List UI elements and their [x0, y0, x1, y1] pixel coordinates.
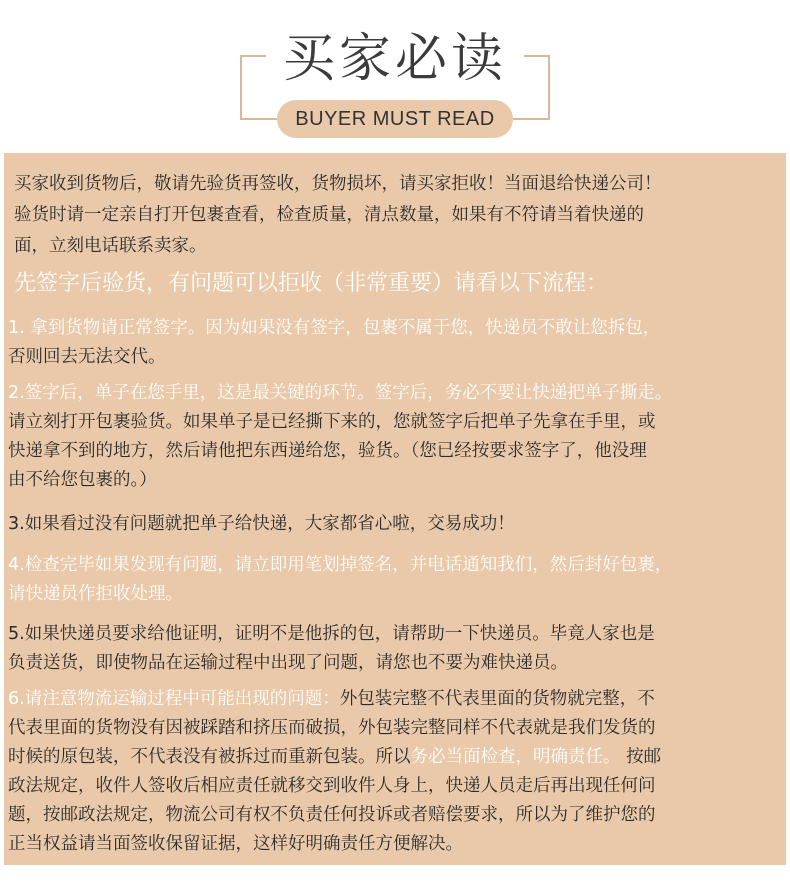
header — [0, 0, 790, 150]
step-6-line-1 — [8, 684, 790, 715]
step-6-line-4: 政法规定，收件人签收后相应责任就移交到收件人身上，快递人员走后再出现任何问 — [8, 776, 656, 796]
notice-panel — [4, 153, 786, 865]
step-2-line-2: 请立刻打开包裹验货。如果单子是已经撕下来的，您就签字后把单子先拿在手里，或 — [8, 412, 656, 432]
step-5-line-1: 5.如果快递员要求给他证明，证明不是他拆的包，请帮助一下快递员。毕竟人家也是 — [8, 624, 655, 644]
intro-line-2: 验货时请一定亲自打开包裹查看，检查质量，清点数量，如果有不符请当着快递的 — [14, 205, 644, 225]
step-4-line-1: 4.检查完毕如果发现有问题，请立即用笔划掉签名，并电话通知我们，然后封好包裹， — [8, 555, 673, 575]
step-1-line-1: 1. 拿到货物请正常签字。因为如果没有签字，包裹不属于您，快递员不敢让您拆包， — [8, 318, 661, 338]
step-2-line-3: 快递拿不到的地方，然后请他把东西递给您，验货。（您已经按要求签字了，他没理 — [8, 441, 647, 461]
step-6-line-3 — [8, 742, 790, 773]
subtitle-badge — [277, 100, 513, 138]
process-headline: 先签字后验货，有问题可以拒收（非常重要）请看以下流程： — [14, 271, 609, 296]
step-6-line-1-rest: 外包装完整不代表里面的货物就完整，不 — [339, 689, 655, 709]
step-6-line-3-c: 按邮 — [626, 747, 662, 767]
step-6-line-3-a: 时候的原包装，不代表没有被拆过而重新包装。所以 — [8, 747, 411, 767]
subtitle-text: BUYER MUST READ — [295, 107, 495, 130]
intro-line-3: 面，立刻电话联系卖家。 — [14, 236, 207, 256]
step-6-line-5: 题，按邮政法规定，物流公司有权不负责任何投诉或者赔偿要求，所以为了维护您的 — [8, 805, 656, 825]
step-5-line-2: 负责送货，即使物品在运输过程中出现了问题，请您也不要为难快递员。 — [8, 653, 568, 673]
frame-line-left-bottom — [240, 118, 277, 120]
step-6-lead: 6.请注意物流运输过程中可能出现的问题： — [8, 689, 340, 709]
step-4-line-2: 请快递员作拒收处理。 — [8, 584, 183, 604]
step-3-line-1: 3.如果看过没有问题就把单子给快递，大家都省心啦，交易成功！ — [8, 514, 515, 534]
step-2-line-4: 由不给您包裹的。） — [8, 470, 157, 490]
step-6-line-2: 代表里面的货物没有因被踩踏和挤压而破损，外包装完整同样不代表就是我们发货的 — [8, 718, 656, 738]
frame-line-right-bottom — [513, 118, 550, 120]
step-1-line-2: 否则回去无法交代。 — [8, 347, 166, 367]
step-6-emphasis: 务必当面检查，明确责任。 — [410, 747, 621, 767]
page-title: 买家必读 — [282, 29, 507, 89]
step-2-line-1: 2.签字后，单子在您手里，这是最关键的环节。签字后，务必不要让快递把单子撕走。 — [8, 383, 673, 403]
intro-line-1: 买家收到货物后，敬请先验货再签收，货物损坏，请买家拒收！当面退给快递公司！ — [14, 174, 662, 194]
step-6-line-6: 正当权益请当面签收保留证据，这样好明确责任方便解决。 — [8, 834, 463, 854]
